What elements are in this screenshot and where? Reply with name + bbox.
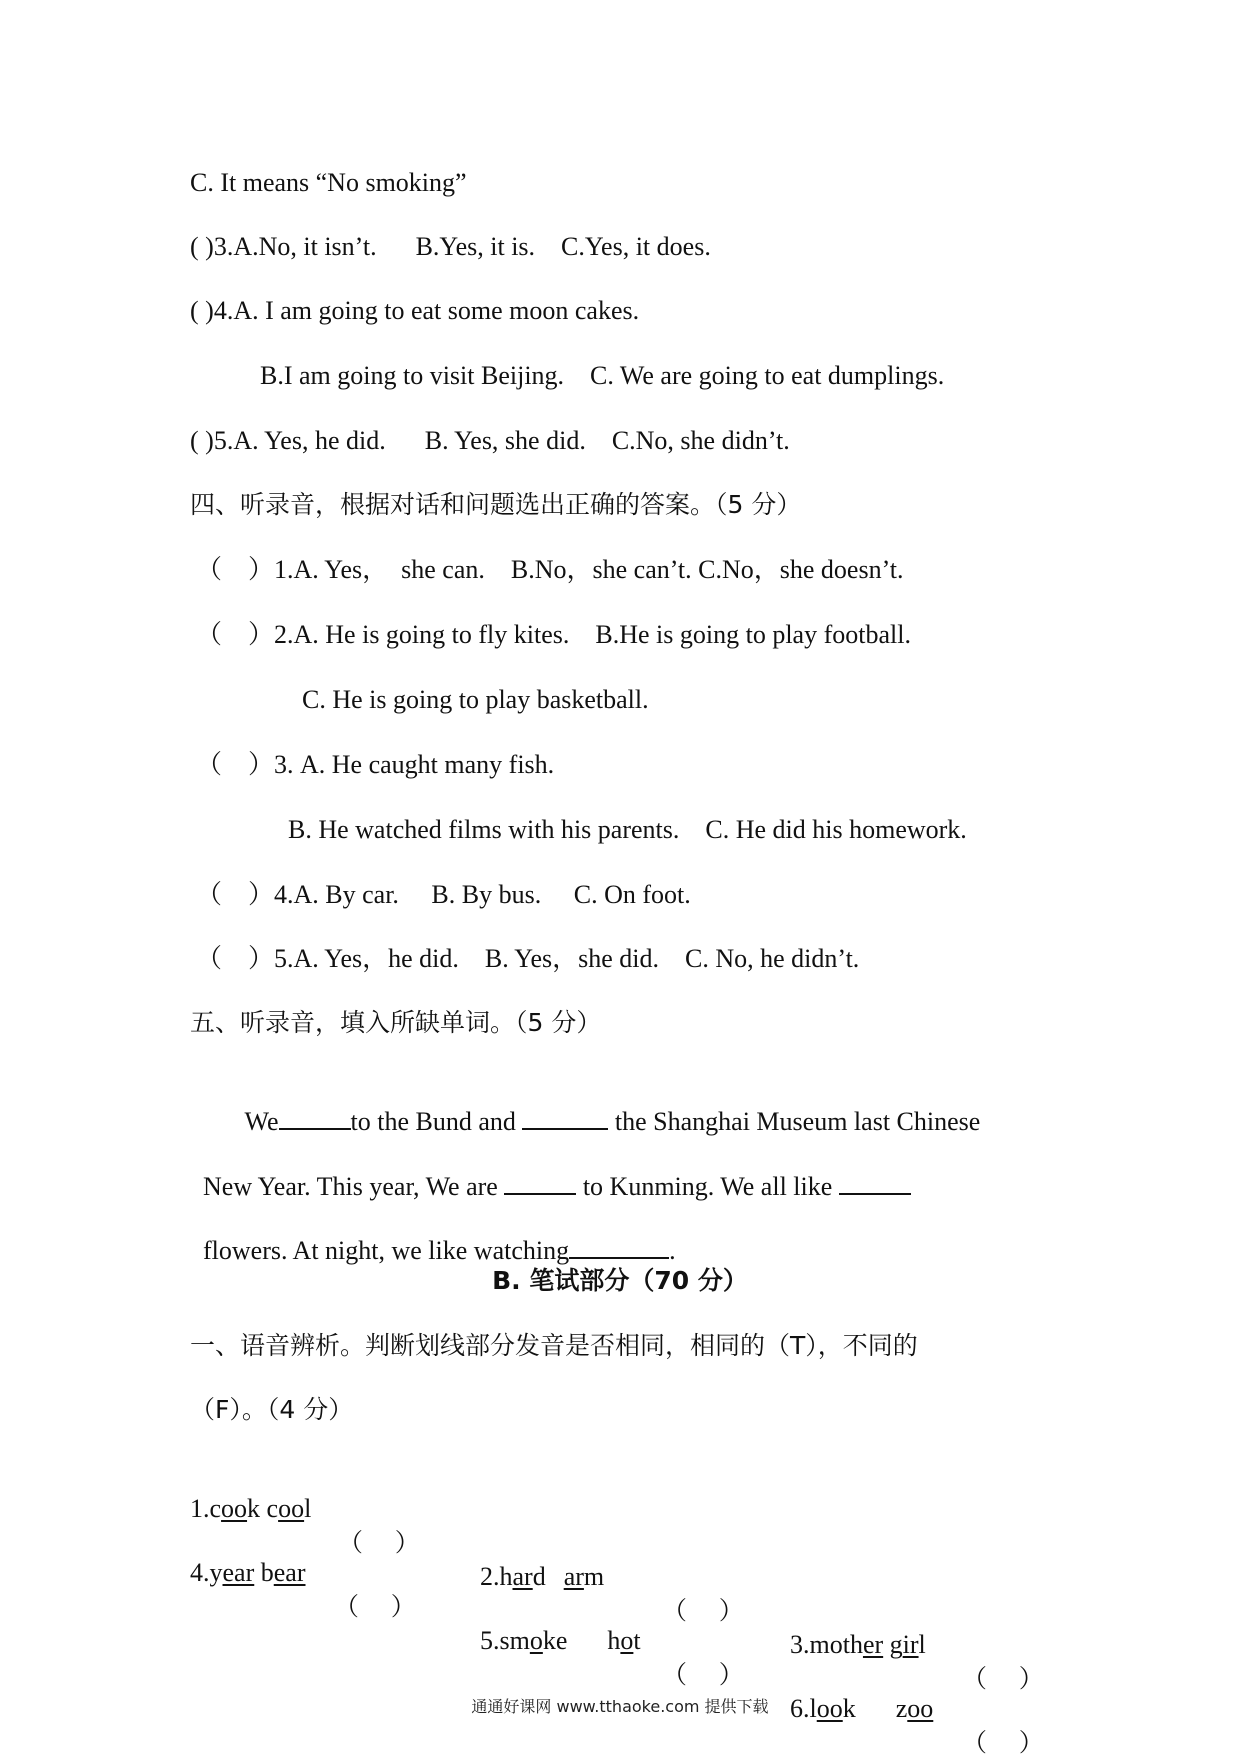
section-4-question-4: （ ）4.A. By car. B. By bus. C. On foot. xyxy=(196,880,691,909)
answer-paren-1[interactable]: （ ） xyxy=(338,1528,420,1557)
section-4-question-5: （ ）5.A. Yes，he did. B. Yes，she did. C. No, he didn’t. xyxy=(196,944,860,973)
cloze-text: . xyxy=(669,1236,676,1265)
question-4-line-1: ( )4.A. I am going to eat some moon cakes. xyxy=(190,296,640,325)
section-4-question-3-line-2: B. He watched films with his parents. C. He did his homework. xyxy=(288,815,967,844)
cloze-line-3 xyxy=(190,1200,676,1268)
section-4-question-2-line-2: C. He is going to play basketball. xyxy=(302,685,649,714)
cloze-blank-1[interactable] xyxy=(279,1106,351,1130)
part-b-section-1-heading-line-1: 一、语音辨析。判断划线部分发音是否相同，相同的（T），不同的 xyxy=(190,1331,918,1360)
question-3-option-c: C. It means “No smoking” xyxy=(190,168,467,197)
answer-paren-3[interactable]: （ ） xyxy=(962,1664,1044,1693)
section-4-heading: 四、听录音，根据对话和问题选出正确的答案。（5 分） xyxy=(190,490,802,519)
cloze-text: to Kunming. We all like xyxy=(582,1172,833,1201)
question-5: ( )5.A. Yes, he did. B. Yes, she did. C.No, she didn’t. xyxy=(190,426,790,455)
phonics-item-3: 3.mother girl xyxy=(790,1630,926,1659)
section-4-question-1: （ ）1.A. Yes， she can. B.No，she can’t. C.No，she doesn’t. xyxy=(196,555,904,584)
cloze-text: We xyxy=(244,1107,279,1136)
section-4-question-3-line-1: （ ）3. A. He caught many fish. xyxy=(196,750,555,779)
part-b-title: B. 笔试部分（70 分） xyxy=(492,1266,748,1295)
section-5-heading: 五、听录音，填入所缺单词。（5 分） xyxy=(190,1008,602,1037)
phonics-item-5: 5.smoke hot xyxy=(480,1626,641,1655)
answer-paren-2[interactable]: （ ） xyxy=(662,1596,744,1625)
phonics-item-4: 4.year bear xyxy=(190,1558,306,1587)
phonics-item-2: 2.hard arm xyxy=(480,1562,605,1591)
answer-paren-4[interactable]: （ ） xyxy=(334,1592,416,1621)
question-3: ( )3.A.No, it isn’t. B.Yes, it is. C.Yes, it does. xyxy=(190,232,711,261)
cloze-line-1 xyxy=(232,1071,980,1139)
answer-paren-5[interactable]: （ ） xyxy=(662,1660,744,1689)
phonics-item-1: 1.cook cool xyxy=(190,1494,312,1523)
cloze-blank-4[interactable] xyxy=(839,1171,911,1195)
phonics-item-6: 6.look zoo xyxy=(790,1694,934,1723)
cloze-blank-2[interactable] xyxy=(522,1106,608,1130)
cloze-text: to the Bund and xyxy=(350,1107,516,1136)
cloze-blank-5[interactable] xyxy=(569,1235,669,1259)
cloze-text: New Year. This year, We are xyxy=(203,1172,498,1201)
section-4-question-2-line-1: （ ）2.A. He is going to fly kites. B.He is going to play football. xyxy=(196,620,911,649)
cloze-text: the Shanghai Museum last Chinese xyxy=(614,1107,981,1136)
cloze-blank-3[interactable] xyxy=(504,1171,576,1195)
cloze-line-2 xyxy=(190,1136,911,1204)
answer-paren-6[interactable]: （ ） xyxy=(962,1728,1044,1757)
question-4-line-2: B.I am going to visit Beijing. C. We are going to eat dumplings. xyxy=(260,361,945,390)
cloze-text: flowers. At night, we like watching xyxy=(203,1236,570,1265)
page-footer: 通通好课网 www.tthaoke.com 提供下载 xyxy=(471,1697,769,1716)
part-b-section-1-heading-line-2: （F）。（4 分） xyxy=(190,1395,354,1424)
